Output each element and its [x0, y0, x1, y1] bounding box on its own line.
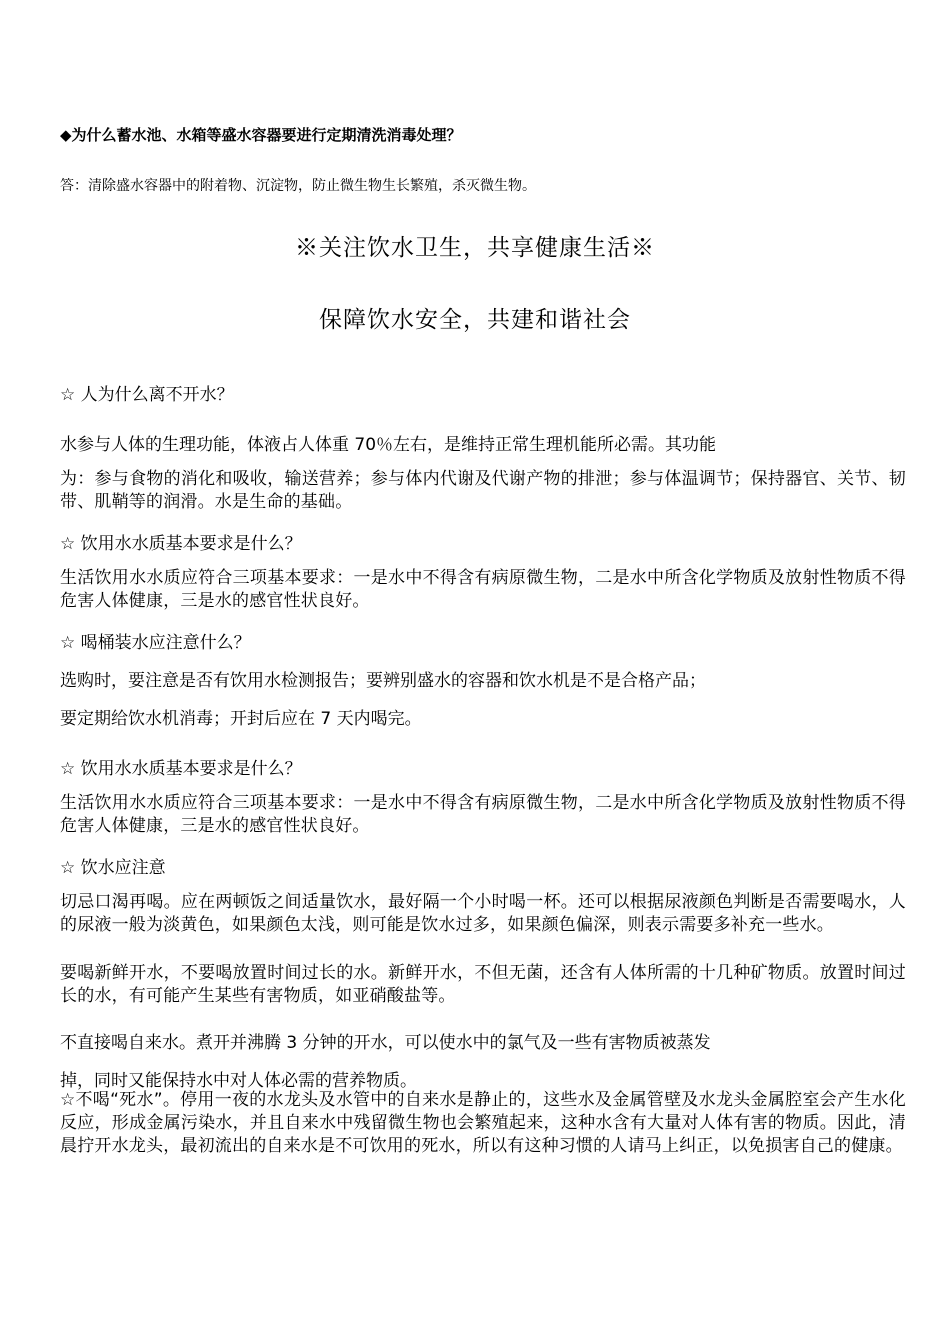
section-text-water-quality-repeat: 生活饮用水水质应符合三项基本要求：一是水中不得含有病原微生物，二是水中所含化学物质及放射性物质不得危害人体健康，三是水的感官性状良好。: [60, 793, 906, 836]
intro-question: ◆为什么蓄水池、水箱等盛水容器要进行定期清洗消毒处理？: [60, 126, 462, 144]
section-text-tap-water-line2: 掉，同时又能保持水中对人体必需的营养物质。: [60, 1071, 417, 1091]
section-title-water-quality-repeat: ☆ 饮用水水质基本要求是什么？: [60, 759, 302, 779]
section-text-dead-water: ☆不喝“死水”。停用一夜的水龙头及水管中的自来水是静止的，这些水及金属管壁及水龙头金属腔室会产生水化反应，形成金属污染水，并且自来水中残留微生物也会繁殖起来，这种水含有大量对人体有害的物质。因此，清晨拧开水龙头，最初流出的自来水是不可饮用的死水，所以有这种习惯的人请马上纠正，以免损害自己的健康。: [60, 1090, 906, 1156]
section-text-drink-before-thirst: 切忌口渴再喝。应在两顿饭之间适量饮水，最好隔一个小时喝一杯。还可以根据尿液颜色判断是否需要喝水，人的尿液一般为淡黄色，如果颜色太浅，则可能是饮水过多，如果颜色偏深，则表示需要多补充一些水。: [60, 892, 906, 935]
section-title-water-quality: ☆ 饮用水水质基本要求是什么？: [60, 534, 302, 554]
section-text-tap-water-line1: 不直接喝自来水。煮开并沸腾 3 分钟的开水，可以使水中的氯气及一些有害物质被蒸发: [60, 1033, 711, 1053]
section-title-drinking-notes: ☆ 饮水应注意: [60, 858, 166, 878]
section-text-bottled-water-line1: 选购时，要注意是否有饮用水检测报告；要辨别盛水的容器和饮水机是不是合格产品；: [60, 671, 706, 691]
section-text-fresh-boiled-water: 要喝新鲜开水，不要喝放置时间过长的水。新鲜开水，不但无菌，还含有人体所需的十几种矿物质。放置时间过长的水，有可能产生某些有害物质，如亚硝酸盐等。: [60, 963, 906, 1006]
section-text-why-water-rest: 为：参与食物的消化和吸收，输送营养；参与体内代谢及代谢产物的排泄；参与体温调节；保持器官、关节、韧带、肌鞘等的润滑。水是生命的基础。: [60, 469, 906, 512]
section-text-why-water-line1: 水参与人体的生理功能，体液占人体重 70％左右，是维持正常生理机能所必需。其功能: [60, 435, 717, 455]
slogan-safety: 保障饮水安全，共建和谐社会: [319, 307, 631, 333]
section-text-water-quality: 生活饮用水水质应符合三项基本要求：一是水中不得含有病原微生物，二是水中所含化学物质及放射性物质不得危害人体健康，三是水的感官性状良好。: [60, 568, 906, 611]
intro-answer: 答：清除盛水容器中的附着物、沉淀物，防止微生物生长繁殖，杀灭微生物。: [60, 178, 536, 194]
section-title-why-water: ☆ 人为什么离不开水？: [60, 385, 234, 405]
section-text-bottled-water-line2: 要定期给饮水机消毒；开封后应在 7 天内喝完。: [60, 709, 422, 729]
section-title-bottled-water: ☆ 喝桶装水应注意什么？: [60, 633, 251, 653]
slogan-health: ※关注饮水卫生，共享健康生活※: [295, 235, 655, 261]
